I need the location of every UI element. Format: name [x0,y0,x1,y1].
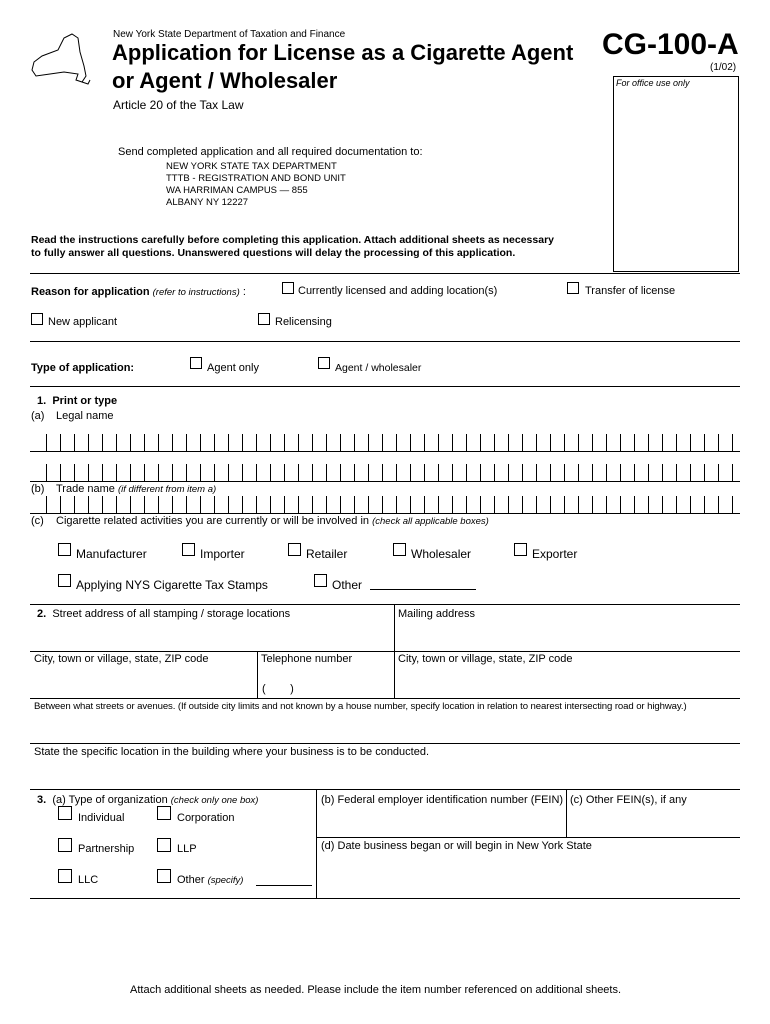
type-option-label: Agent only [207,362,259,374]
comb-tick [326,434,327,452]
section3-fein-divider [566,789,567,837]
comb-tick [522,464,523,482]
comb-tick [326,496,327,514]
comb-tick [592,434,593,452]
comb-tick [88,496,89,514]
comb-tick [452,434,453,452]
page-title-line2: or Agent / Wholesaler [112,68,338,93]
reason-checkbox-transfer[interactable] [567,282,579,294]
comb-tick [662,434,663,452]
other-fein-label: (c) Other FEIN(s), if any [570,794,687,806]
comb-tick [172,496,173,514]
comb-tick [522,434,523,452]
comb-tick [578,496,579,514]
comb-tick [340,434,341,452]
activities-label-row [56,515,489,527]
section1-number: 1. [37,395,47,407]
comb-tick [396,434,397,452]
comb-tick [634,464,635,482]
comb-tick [312,434,313,452]
comb-tick [256,434,257,452]
reason-option-label: Currently licensed and adding location(s) [298,285,498,297]
comb-tick [368,496,369,514]
comb-tick [200,464,201,482]
comb-tick [284,434,285,452]
divider [30,341,740,342]
phone-vertical-divider [257,651,258,698]
comb-tick [704,464,705,482]
activity-other-blank[interactable] [370,589,476,590]
org-checkbox-llp[interactable] [157,838,171,852]
organization-type-note: (check only one box) [170,795,259,806]
comb-tick [116,464,117,482]
activity-label: Wholesaler [411,547,472,561]
divider [30,651,740,652]
section2-number: 2. [37,608,47,620]
comb-tick [340,496,341,514]
comb-tick [186,464,187,482]
trade-name-field[interactable] [30,494,740,514]
comb-tick [536,496,537,514]
comb-tick [676,464,677,482]
comb-tick [466,464,467,482]
comb-tick [214,434,215,452]
comb-tick [172,434,173,452]
comb-tick [592,496,593,514]
comb-tick [452,496,453,514]
comb-tick [732,496,733,514]
department-name: New York State Department of Taxation and Finance [113,29,346,40]
comb-tick [284,496,285,514]
form-number: CG-100-A [602,28,739,61]
comb-tick [74,496,75,514]
comb-tick [298,496,299,514]
comb-tick [228,434,229,452]
reason-option-label: Relicensing [275,316,332,328]
comb-tick [354,464,355,482]
comb-tick [382,464,383,482]
comb-tick [312,496,313,514]
comb-tick [228,464,229,482]
comb-tick [676,496,677,514]
comb-tick [158,496,159,514]
comb-tick [354,496,355,514]
comb-tick [620,496,621,514]
divider [30,386,740,387]
divider [30,604,740,605]
comb-tick [564,496,565,514]
comb-tick [382,434,383,452]
activity-label: Exporter [532,547,578,561]
comb-tick [424,496,425,514]
activity-checkbox-wholesaler[interactable] [393,543,406,556]
org-type-label: Other [177,874,205,886]
section3-inner-divider [316,837,740,838]
comb-tick [438,496,439,514]
reason-checkbox-relicensing[interactable] [258,313,270,325]
specific-location-label: State the specific location in the building where your business is to be conducted. [34,746,430,758]
comb-tick [410,464,411,482]
reason-colon: : [239,286,246,298]
comb-tick [606,496,607,514]
comb-tick [424,464,425,482]
organization-type-row [37,794,258,806]
comb-tick [214,464,215,482]
reason-label-row [31,286,246,298]
comb-tick [564,464,565,482]
send-to-address-line: TTTB - REGISTRATION AND BOND UNIT [166,173,346,184]
comb-tick [354,434,355,452]
office-use-box [613,76,739,272]
org-type-label: Corporation [177,812,235,824]
between-streets-label: Between what streets or avenues. (If outside city limits and not known by a house number, specify location in relation to nearest intersecting road or highway.) [34,701,687,712]
comb-tick [452,464,453,482]
activity-checkbox-manufacturer[interactable] [58,543,71,556]
comb-tick [592,464,593,482]
comb-tick [690,434,691,452]
comb-tick [158,434,159,452]
activity-label: Importer [200,547,245,561]
reason-option-label: New applicant [48,316,118,328]
mailing-address-label: Mailing address [398,608,476,620]
activity-label: Retailer [306,547,348,561]
comb-tick [60,464,61,482]
comb-tick [718,464,719,482]
comb-tick [494,434,495,452]
activity-checkbox-retailer[interactable] [288,543,301,556]
comb-tick [298,464,299,482]
activities-note: (check all applicable boxes) [372,516,489,527]
footer-note: Attach additional sheets as needed. Please include the item number referenced on additional sheets. [130,984,622,996]
city-label-right: City, town or village, state, ZIP code [398,653,573,665]
divider [30,789,740,790]
comb-tick [242,434,243,452]
comb-tick [368,464,369,482]
comb-tick [578,464,579,482]
comb-tick [340,464,341,482]
comb-tick [704,434,705,452]
instructions-line1: Read the instructions carefully before completing this application. Attach additional sheets as necessary [31,234,554,246]
type-checkbox-agent-only[interactable] [190,357,202,369]
revision-date: (1/02) [710,62,737,73]
comb-tick [690,464,691,482]
comb-tick [634,434,635,452]
section1-heading [37,395,117,407]
comb-tick [662,496,663,514]
comb-tick [732,464,733,482]
reason-checkbox-adding-locations[interactable] [282,282,294,294]
type-checkbox-agent-wholesaler[interactable] [318,357,330,369]
org-other-blank[interactable] [256,885,312,886]
comb-tick [256,496,257,514]
comb-tick [620,434,621,452]
comb-tick [578,434,579,452]
comb-tick [396,496,397,514]
reason-label: Reason for application [31,286,150,298]
org-checkbox-partnership[interactable] [58,838,72,852]
street-address-label: Street address of all stamping / storage locations [52,608,291,620]
comb-tick [270,496,271,514]
comb-tick [368,434,369,452]
comb-tick [144,464,145,482]
comb-tick [480,496,481,514]
comb-tick [46,434,47,452]
trade-name-note: (if different from item a) [117,484,217,495]
comb-tick [284,464,285,482]
comb-tick [648,434,649,452]
city-label-left: City, town or village, state, ZIP code [34,653,209,665]
type-option-label: Agent / wholesaler [335,362,422,374]
send-to-address-line: NEW YORK STATE TAX DEPARTMENT [166,161,337,172]
comb-tick [60,496,61,514]
section1-a-tag: (a) [31,410,45,422]
trade-name-label: Trade name [56,483,115,495]
comb-tick [718,496,719,514]
comb-tick [662,464,663,482]
comb-tick [102,434,103,452]
divider [30,698,740,699]
comb-tick [200,434,201,452]
comb-tick [312,464,313,482]
comb-tick [550,434,551,452]
organization-type-label: Type of organization [68,794,168,806]
comb-tick [242,464,243,482]
comb-tick [564,434,565,452]
comb-tick [46,496,47,514]
comb-tick [620,464,621,482]
send-to-intro: Send completed application and all required documentation to: [118,146,423,158]
divider [30,273,740,274]
comb-tick [144,434,145,452]
comb-tick [522,496,523,514]
comb-tick [130,434,131,452]
new-york-state-logo [28,32,92,88]
section1-b-tag: (b) [31,483,45,495]
comb-tick [718,434,719,452]
comb-tick [494,496,495,514]
comb-tick [690,496,691,514]
org-checkbox-other[interactable] [157,869,171,883]
activity-label: Applying NYS Cigarette Tax Stamps [76,578,268,592]
activity-label: Manufacturer [76,547,147,561]
comb-tick [116,434,117,452]
comb-tick [424,434,425,452]
comb-tick [186,434,187,452]
page-subtitle: Article 20 of the Tax Law [113,98,244,112]
comb-tick [732,434,733,452]
comb-tick [158,464,159,482]
comb-tick [550,496,551,514]
comb-tick [466,434,467,452]
org-other-note: (specify) [207,875,244,886]
comb-tick [228,496,229,514]
comb-tick [102,464,103,482]
telephone-area-code[interactable]: ( ) [262,683,294,695]
comb-tick [410,434,411,452]
type-of-application-label: Type of application: [31,362,135,374]
activity-checkbox-exporter[interactable] [514,543,527,556]
comb-tick [536,434,537,452]
section3-vertical-divider [316,789,317,898]
legal-name-label: Legal name [56,410,114,422]
comb-tick [74,434,75,452]
fein-label: (b) Federal employer identification number (FEIN) [321,794,564,806]
comb-tick [480,434,481,452]
send-to-address-line: WA HARRIMAN CAMPUS — 855 [166,185,308,196]
comb-tick [144,496,145,514]
legal-name-field-row1[interactable] [30,432,740,452]
comb-tick [410,496,411,514]
org-checkbox-corporation[interactable] [157,806,171,820]
divider [30,743,740,744]
comb-tick [60,434,61,452]
comb-tick [88,434,89,452]
comb-tick [480,464,481,482]
org-checkbox-individual[interactable] [58,806,72,820]
reason-checkbox-new-applicant[interactable] [31,313,43,325]
comb-tick [298,434,299,452]
comb-tick [130,464,131,482]
reason-note: (refer to instructions) [152,287,240,298]
comb-tick [256,464,257,482]
comb-tick [74,464,75,482]
divider [30,898,740,899]
comb-tick [382,496,383,514]
comb-tick [102,496,103,514]
comb-tick [200,496,201,514]
section1-c-tag: (c) [31,515,44,527]
instructions-line2: to fully answer all questions. Unanswered questions will delay the processing of this application. [31,247,516,259]
comb-tick [606,464,607,482]
comb-tick [508,496,509,514]
comb-tick [704,496,705,514]
activity-label: Other [332,578,363,592]
comb-tick [466,496,467,514]
comb-tick [536,464,537,482]
section3-a-tag: (a) [52,794,66,806]
activities-label: Cigarette related activities you are currently or will be involved in [56,515,370,527]
comb-tick [172,464,173,482]
comb-tick [242,496,243,514]
comb-tick [648,496,649,514]
comb-tick [270,464,271,482]
comb-tick [606,434,607,452]
comb-tick [326,464,327,482]
comb-tick [214,496,215,514]
org-checkbox-llc[interactable] [58,869,72,883]
reason-option-label: Transfer of license [585,285,676,297]
comb-tick [396,464,397,482]
comb-tick [116,496,117,514]
office-use-label: For office use only [616,78,690,88]
org-type-label: LLP [177,843,197,855]
send-to-address-line: ALBANY NY 12227 [166,197,249,208]
street-address-row [37,608,290,620]
comb-tick [46,464,47,482]
org-type-label: Partnership [78,843,135,855]
org-type-label: LLC [78,874,99,886]
comb-tick [494,464,495,482]
comb-tick [508,464,509,482]
comb-tick [648,464,649,482]
comb-tick [270,434,271,452]
activity-checkbox-importer[interactable] [182,543,195,556]
date-began-label: (d) Date business began or will begin in New York State [321,840,592,852]
section3-number: 3. [37,794,47,806]
org-other-row [177,874,243,886]
comb-tick [438,464,439,482]
comb-tick [550,464,551,482]
comb-tick [438,434,439,452]
telephone-label: Telephone number [261,653,353,665]
page-title-line1: Application for License as a Cigarette Agent [112,40,574,65]
activity-checkbox-other[interactable] [314,574,327,587]
comb-tick [130,496,131,514]
comb-tick [634,496,635,514]
comb-tick [186,496,187,514]
activity-checkbox-tax-stamps[interactable] [58,574,71,587]
org-type-label: Individual [78,812,125,824]
comb-tick [508,434,509,452]
comb-tick [676,434,677,452]
legal-name-field-row2[interactable] [30,462,740,482]
section1-heading-text: Print or type [52,395,118,407]
comb-tick [88,464,89,482]
